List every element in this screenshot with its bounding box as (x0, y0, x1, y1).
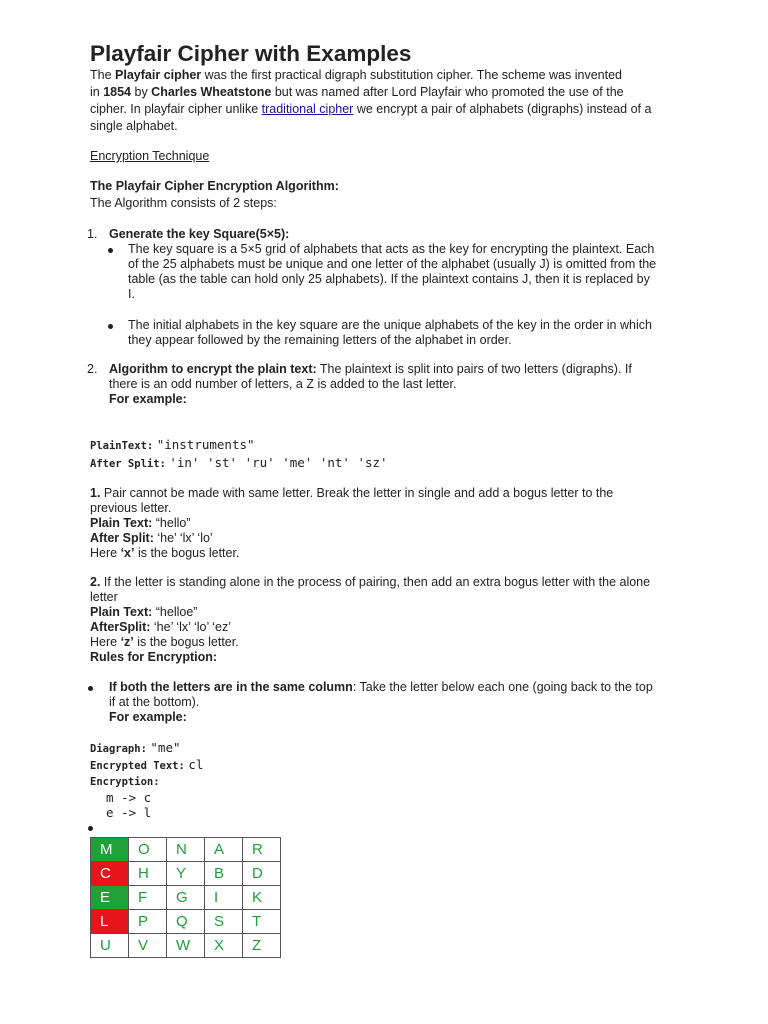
bogus-letter: ‘x’ (120, 546, 135, 560)
bullet-icon (108, 324, 113, 329)
text-line: there is an odd number of letters, a Z is added to the last letter. (109, 377, 457, 391)
table-row (91, 934, 281, 958)
intro-paragraph (90, 68, 690, 134)
text-line: I. (128, 287, 135, 301)
plain-text-value: “helloe” (152, 605, 198, 619)
intro-text: in (90, 85, 104, 99)
grid-cell: Z (243, 934, 281, 958)
text-line: letter (90, 590, 118, 604)
grid-cell: D (243, 862, 281, 886)
step-1-bullet-2 (128, 318, 688, 348)
intro-text: single alphabet. (90, 119, 178, 133)
after-split-value: ‘he’ ‘lx’ ‘lo’ ‘ez’ (150, 620, 232, 634)
plain-text-label: Plain Text: (90, 516, 153, 530)
key-square-table (90, 837, 281, 958)
text-line: they appear followed by the remaining letters of the alphabet in order. (128, 333, 512, 347)
after-split-label: After Split: (90, 531, 154, 545)
step-1-number: 1. (87, 227, 98, 241)
table-row (91, 886, 281, 910)
grid-cell: O (129, 838, 167, 862)
code-label: After Split: (90, 458, 166, 470)
after-split-label: AfterSplit: (90, 620, 151, 634)
text-line: The initial alphabets in the key square are the unique alphabets of the key in the order in which (128, 318, 652, 332)
bullet-icon (88, 686, 93, 691)
step-2-title: Algorithm to encrypt the plain text: (109, 362, 317, 376)
table-row (91, 910, 281, 934)
step-2-number: 2. (87, 362, 98, 376)
code-block-diagraph (90, 740, 203, 820)
grid-cell: S (205, 910, 243, 934)
traditional-cipher-link[interactable]: traditional cipher (261, 102, 354, 116)
step-1-bullet-1 (128, 242, 688, 302)
text-line: table (as the table can hold only 25 alphabets). If the plaintext contains J, then it is replaced by (128, 272, 650, 286)
bullet-icon (88, 826, 93, 831)
page-title: Playfair Cipher with Examples (90, 41, 412, 66)
code-line: m -> c (106, 790, 152, 805)
text: is the bogus letter. (133, 635, 239, 649)
text-line: of the 25 alphabets must be unique and one letter of the alphabet (usually J) is omitted from the (128, 257, 657, 271)
text-line: Pair cannot be made with same letter. Break the letter in single and add a bogus letter to the (100, 486, 614, 500)
intro-bold-playfair: Playfair cipher (115, 68, 202, 82)
code-label: Encrypted Text: (90, 760, 185, 772)
intro-text: cipher. In playfair cipher unlike (90, 102, 262, 116)
code-label: PlainText: (90, 440, 154, 452)
grid-cell: M (91, 838, 129, 862)
rule-number: 1. (90, 486, 101, 500)
same-column-rule (109, 680, 699, 725)
grid-cell: C (91, 862, 129, 886)
step-2-text (109, 362, 689, 407)
plain-text-label: Plain Text: (90, 605, 153, 619)
plain-text-value: “hello” (152, 516, 191, 530)
intro-bold-year: 1854 (103, 85, 132, 99)
intro-text: was the first practical digraph substitution cipher. The scheme was invented (201, 68, 622, 82)
grid-cell: U (91, 934, 129, 958)
text-line: : Take the letter below each one (going back to the top (352, 680, 653, 694)
text-line: if at the bottom). (109, 695, 200, 709)
code-line: e -> l (106, 805, 152, 820)
text-line: previous letter. (90, 501, 172, 515)
intro-text: but was named after Lord Playfair who promoted the use of the (271, 85, 624, 99)
code-label: Diagraph: (90, 743, 147, 755)
grid-cell: Q (167, 910, 205, 934)
rule-1 (90, 486, 690, 561)
grid-cell: K (243, 886, 281, 910)
code-value: cl (188, 757, 204, 772)
for-example-label: For example: (109, 710, 187, 724)
text-line: If the letter is standing alone in the process of pairing, then add an extra bogus letter with the alone (100, 575, 651, 589)
rule-number: 2. (90, 575, 101, 589)
algorithm-heading: The Playfair Cipher Encryption Algorithm: (90, 179, 339, 193)
text: Here (90, 546, 121, 560)
text: Here (90, 635, 121, 649)
encryption-technique-heading: Encryption Technique (90, 149, 210, 163)
intro-text: we encrypt a pair of alphabets (digraphs) instead of a (353, 102, 652, 116)
table-row (91, 838, 281, 862)
grid-cell: T (243, 910, 281, 934)
grid-cell: A (205, 838, 243, 862)
grid-cell: H (129, 862, 167, 886)
code-value: "me" (150, 740, 181, 755)
code-value: 'in' 'st' 'ru' 'me' 'nt' 'sz' (169, 455, 388, 470)
algorithm-subtext: The Algorithm consists of 2 steps: (90, 196, 277, 210)
step-1-title: Generate the key Square(5×5): (109, 227, 290, 241)
intro-text: The (90, 68, 116, 82)
bogus-letter: ‘z’ (120, 635, 134, 649)
code-value: "instruments" (156, 437, 255, 452)
grid-cell: B (205, 862, 243, 886)
grid-cell: X (205, 934, 243, 958)
grid-cell: G (167, 886, 205, 910)
table-row (91, 862, 281, 886)
grid-cell: I (205, 886, 243, 910)
same-column-bold: If both the letters are in the same column (109, 680, 353, 694)
grid-cell: V (129, 934, 167, 958)
grid-cell: Y (167, 862, 205, 886)
after-split-value: ‘he’ ‘lx’ ‘lo’ (153, 531, 213, 545)
intro-text: by (131, 85, 152, 99)
grid-cell: L (91, 910, 129, 934)
grid-cell: R (243, 838, 281, 862)
rule-2 (90, 575, 690, 665)
grid-cell: N (167, 838, 205, 862)
for-example-label: For example: (109, 392, 187, 406)
grid-cell: F (129, 886, 167, 910)
rules-for-encryption-heading: Rules for Encryption: (90, 650, 218, 664)
grid-cell: P (129, 910, 167, 934)
text: is the bogus letter. (134, 546, 240, 560)
text-line: The plaintext is split into pairs of two letters (digraphs). If (316, 362, 632, 376)
intro-bold-wheatstone: Charles Wheatstone (151, 85, 272, 99)
grid-cell: W (167, 934, 205, 958)
grid-cell: E (91, 886, 129, 910)
bullet-icon (108, 248, 113, 253)
code-block-plaintext (90, 437, 388, 472)
text-line: The key square is a 5×5 grid of alphabets that acts as the key for encrypting the plaintext. Each (128, 242, 655, 256)
code-label: Encryption: (90, 776, 160, 788)
